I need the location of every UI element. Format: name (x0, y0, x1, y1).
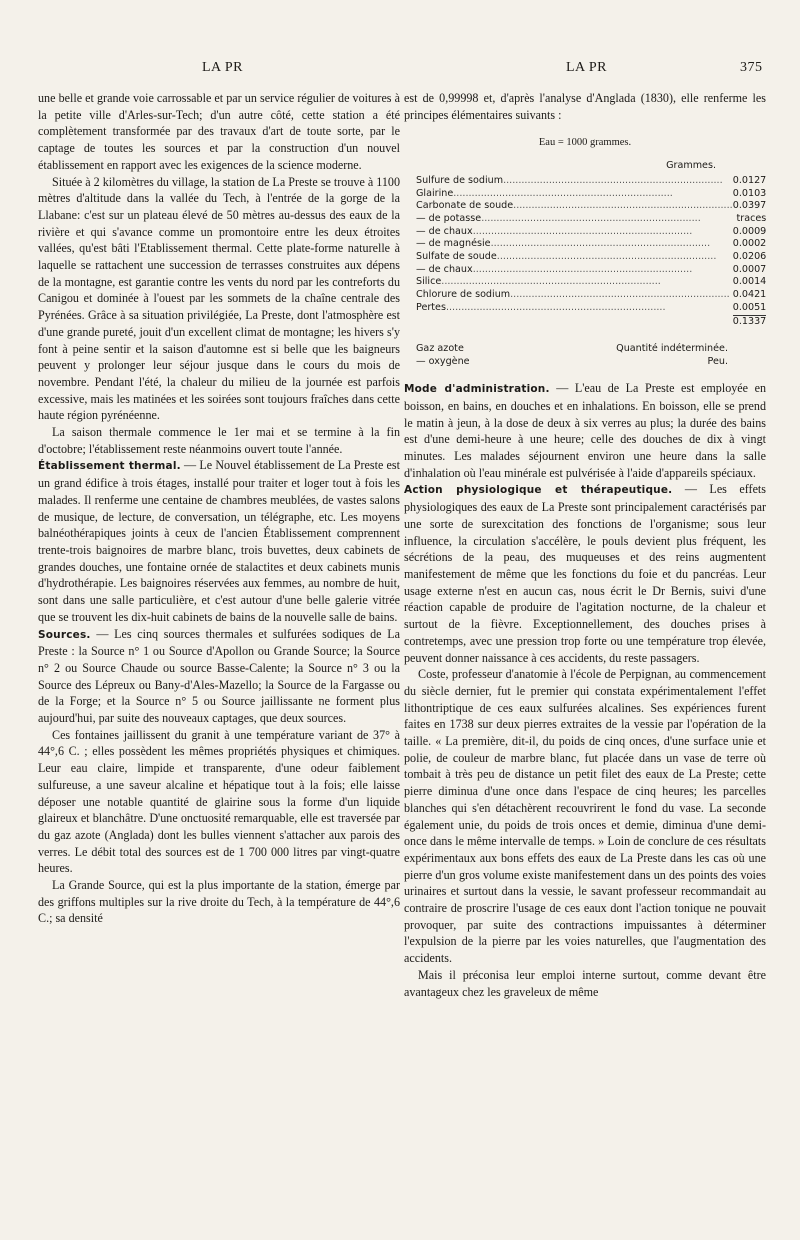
table-cell-name: Sulfate de soude........................................................................ (416, 251, 717, 263)
table-cell-value: 0.0014 (732, 276, 767, 288)
paragraph: Ces fontaines jaillissent du granit à une température variant de 37° à 44°,6 C. ; elles possèdent les mêmes propriétés physiques et chimiques. Leur eau claire, limpide et transparente, d'une odeur faiblement sulfureuse, a une saveur alcaline et hépatique tout à la fois; elle laisse déposer une notable quantité de glairine sous la forme d'un liquide glaireux et blanchâtre. D'une onctuosité remarquable, elle est traversée par du gaz azote (Anglada) dont les bulles viennent s'attacher aux parois des verres. Le débit total des sources est de 1 700 000 litres par vingt-quatre heures. (38, 727, 400, 876)
table-cell-value: 0.0009 (732, 225, 767, 237)
paragraph: La saison thermale commence le 1er mai et se termine à la fin d'octobre; l'établissement reste néanmoins ouvert toute l'année. (38, 425, 400, 456)
table-row (416, 226, 766, 239)
gas-value: Peu. (707, 356, 728, 368)
section-text: — Le Nouvel établissement de La Preste est un grand édifice à trois étages, installé pour traiter et loger tout à fois les malades. Il renferme une centaine de chambres meublées, de vastes salons de musique, de lecture, de conversation, un télégraphe, etc. Les moyens balnéothérapiques joints à ceux de l'ancien Établissement comprennent trente-trois baignoires de marbre blanc, trois buvettes, deux cabinets de grandes douches, une fontaine ornée de stalactites et deux cabinets munis d'hydrothérapie. Les baignoires réservées aux femmes, au nombre de huit, sont dans une salle particulière, et c'est autour d'une belle galerie vitrée que se trouvent les dix-huit cabinets de bains de la nouvelle salle de bains. (38, 458, 400, 624)
dot-leader: ........................................................................ (445, 302, 666, 314)
table-cell-value: 0.0421 (732, 289, 767, 301)
table-caption: Eau = 1000 grammes. (538, 137, 632, 149)
section-heading: Sources. (38, 628, 91, 641)
table-cell-name: — de magnésie........................................................................ (416, 238, 711, 250)
table-cell-name: — de chaux........................................................................ (416, 225, 693, 237)
table-cell-value: 0.0002 (732, 238, 767, 250)
dot-leader: ........................................................................ (510, 289, 730, 301)
dot-leader: ........................................................................ (490, 238, 711, 250)
gas-value: Quantité indéterminée. (616, 343, 728, 355)
dot-leader: ........................................................................ (503, 174, 723, 186)
section-text: — L'eau de La Preste est employée en boisson, en bains, en douches et en inhalations. En boisson, elle se prend le matin à jeun, à la dose de deux à six verres au plus; la durée des bains est d'une demi-heure à une heure; celle des douches de dix à vingt minutes. Les malades séjournent environ une heure dans la salle d'inhalation où l'eau minérale est pulvérisée à l'aide d'appareils spéciaux. (404, 381, 766, 480)
paragraph: Coste, professeur d'anatomie à l'école de Perpignan, au commencement du siècle dernier, fut le premier qui constata expérimentalement l'effet lithontriptique de ces eaux sulfurées alcalines. Ses expériences furent faites en 1738 sur deux pierres extraites de la vessie par l'opération de la taille. « La première, dit-il, du poids de cinq onces, d'une surface unie et polie, de couleur de marbre blanc, fut placée dans un vase de terre où tombait à très peu de distance un petit filet des eaux de La Preste; cette pierre diminua d'une once dans l'espace de cinq heures; les parcelles blanches qui s'en détachèrent recouvrirent le fond du vase. La seconde également unie, du poids de trois onces et demie, diminua d'une demi-once dans le même intervalle de temps. » Loin de conclure de ces résultats expérimentaux aux bons effets des eaux de La Preste dans les cas où une pierre d'un gros volume existe manifestement dans un des points des voies urinaires et surtout dans la vessie, le savant professeur recommandait au contraire de proscrire l'usage de ces eaux dont l'action tonique ne pouvait provoquer, par suite des contractions impuissantes à déterminer l'expulsion de la pierre par les voies naturelles, que l'augmentation des accidents. (404, 667, 766, 966)
table-cell-name: Pertes........................................................................ (416, 302, 666, 314)
table-cell-value: traces (736, 212, 767, 224)
table-cell-value: 0.0127 (732, 174, 767, 186)
paragraph: Située à 2 kilomètres du village, la station de La Preste se trouve à 1100 mètres d'altitude dans la vallée du Tech, à l'entrée de la gorge de la Llabane: c'est sur un plateau élevé de 50 mètres au-dessus des eaux de la rivière et qui s'avance comme un promontoire entre les deux étroites vallées, qu'est bâti l'Etablissement thermal. Cette plate-forme naturelle à laquelle se rattachent une succession de terrasses construites aux dépens de la montagne, est garantie contre les vents du nord par les contreforts du Canigou et dominée à l'ouest par les sommets de la chaîne centrale des Pyrénées. Grâce à sa situation privilégiée, La Preste, dont l'atmosphère est d'une grande pureté, jouit d'un excellent climat de montagne; les hivers s'y font à peine sentir et la saison d'automne est si belle que les baigneurs peuvent y prolonger leur séjour jusque dans le cours du mois de novembre. Pendant l'été, la chaleur du milieu de la journée est parfois excessive, mais les matinées et les soirées sont toujours fraîches dans cette haute région pyrénéenne. (38, 174, 400, 423)
table-cell-name: Glairine........................................................................ (416, 187, 673, 199)
table-cell-value: 0.0051 (732, 301, 767, 313)
composition-table (416, 175, 766, 328)
dot-leader: ........................................................................ (441, 276, 661, 288)
section-etablissement (38, 457, 400, 625)
left-column (38, 90, 400, 927)
table-cell-name: Silice........................................................................ (416, 276, 661, 288)
table-row (416, 200, 766, 213)
paragraph: est de 0,99998 et, d'après l'analyse d'Anglada (1830), elle renferme les principes élémentaires suivants : (404, 91, 766, 122)
dot-leader: ........................................................................ (496, 251, 717, 263)
table-cell-name: — de chaux........................................................................ (416, 263, 693, 275)
paragraph: La Grande Source, qui est la plus importante de la station, émerge par des griffons multiples sur la rive droite du Tech, à la température de 44°,6 C.; sa densité (38, 878, 400, 926)
dot-leader: ........................................................................ (472, 263, 693, 275)
table-cell-name: Chlorure de sodium........................................................................ (416, 289, 730, 301)
gas-name: Gaz azote (416, 343, 464, 355)
table-row (416, 251, 766, 264)
table-cell-value: 0.0206 (732, 251, 767, 263)
running-head-left: LA PR (202, 60, 244, 75)
section-text: — Les cinq sources thermales et sulfurées sodiques de La Preste : la Source n° 1 ou Source d'Apollon ou Grande Source; la Source n° 2 ou Source Chaude ou source Basse-Calente; la Source n° 3 ou la Source des Lépreux ou Bany-d'Ales-Mazello; la Source de la Fargasse ou de la Forge; et la Source n° 5 ou Source jaillissante ne forment plus aujourd'hui, par suite des nouveaux captages, que deux sources. (38, 626, 400, 726)
table-cell-name: Carbonate de soude........................................................................ (416, 200, 733, 212)
section-sources (38, 626, 400, 727)
table-row (416, 175, 766, 188)
table-unit: Grammes. (666, 160, 716, 172)
section-action (404, 481, 766, 666)
dot-leader: ........................................................................ (453, 187, 673, 199)
gas-row (416, 355, 728, 368)
table-cell-name: — de potasse........................................................................ (416, 212, 701, 224)
table-cell-value: 0.0007 (732, 263, 767, 275)
table-row (416, 276, 766, 289)
table-cell-value: 0.0397 (732, 200, 767, 212)
table-cell-name: Sulfure de sodium........................................................................ (416, 174, 723, 186)
section-text: — Les effets physiologiques des eaux de La Preste sont principalement caractérisés par une sorte de surexcitation des fonctions de l'organisme; sous leur influence, la circulation s'accélère, le pouls devient plus fréquent, les sécrétions de la peau, des muqueuses et des reins augmentent manifestement de même que les fonctions du foie et du pancréas. Leur usage externe n'est en aucun cas, nous écrit le Dr Bernis, suivi d'une réaction capable de produire de l'agitation nocturne, de la chaleur et surtout de la fièvre. Exceptionnellement, des douches prises à contretemps, avec une pression trop forte ou une température trop élevée, peuvent donner naissance à ces accidents, du reste passagers. (404, 482, 767, 665)
table-total-row (416, 315, 766, 328)
table-row (416, 238, 766, 251)
table-row (416, 302, 766, 315)
dot-leader: ........................................................................ (472, 225, 693, 237)
section-mode (404, 380, 766, 481)
gas-list (416, 342, 728, 368)
gas-row (416, 342, 728, 355)
running-head-right: LA PR (566, 60, 608, 75)
section-heading: Établissement thermal. (38, 460, 181, 473)
table-row (416, 213, 766, 226)
table-row (416, 188, 766, 201)
page-number: 375 (740, 60, 763, 75)
dot-leader: ........................................................................ (481, 212, 701, 224)
gas-name: — oxygène (416, 356, 470, 368)
dot-leader: ........................................................................ (513, 200, 733, 212)
table-row (416, 289, 766, 302)
section-heading: Mode d'administration. (404, 383, 550, 396)
table-row (416, 264, 766, 277)
paragraph: une belle et grande voie carrossable et par un service régulier de voitures à la petite ville d'Arles-sur-Tech; d'un autre côté, cette station a été complètement transformée par des travaux d'art de toute sorte, par le captage de toutes les sources et par la construction d'un nouvel établissement en rapport avec les exigences de la science moderne. (38, 91, 400, 172)
right-column (404, 90, 766, 1000)
paragraph: Mais il préconisa leur emploi interne surtout, comme devant être avantageux chez les graveleux de même (404, 967, 766, 999)
table-total: 0.1337 (732, 315, 767, 327)
section-heading: Action physiologique et thérapeutique. (404, 484, 673, 497)
table-cell-value: 0.0103 (732, 187, 767, 199)
